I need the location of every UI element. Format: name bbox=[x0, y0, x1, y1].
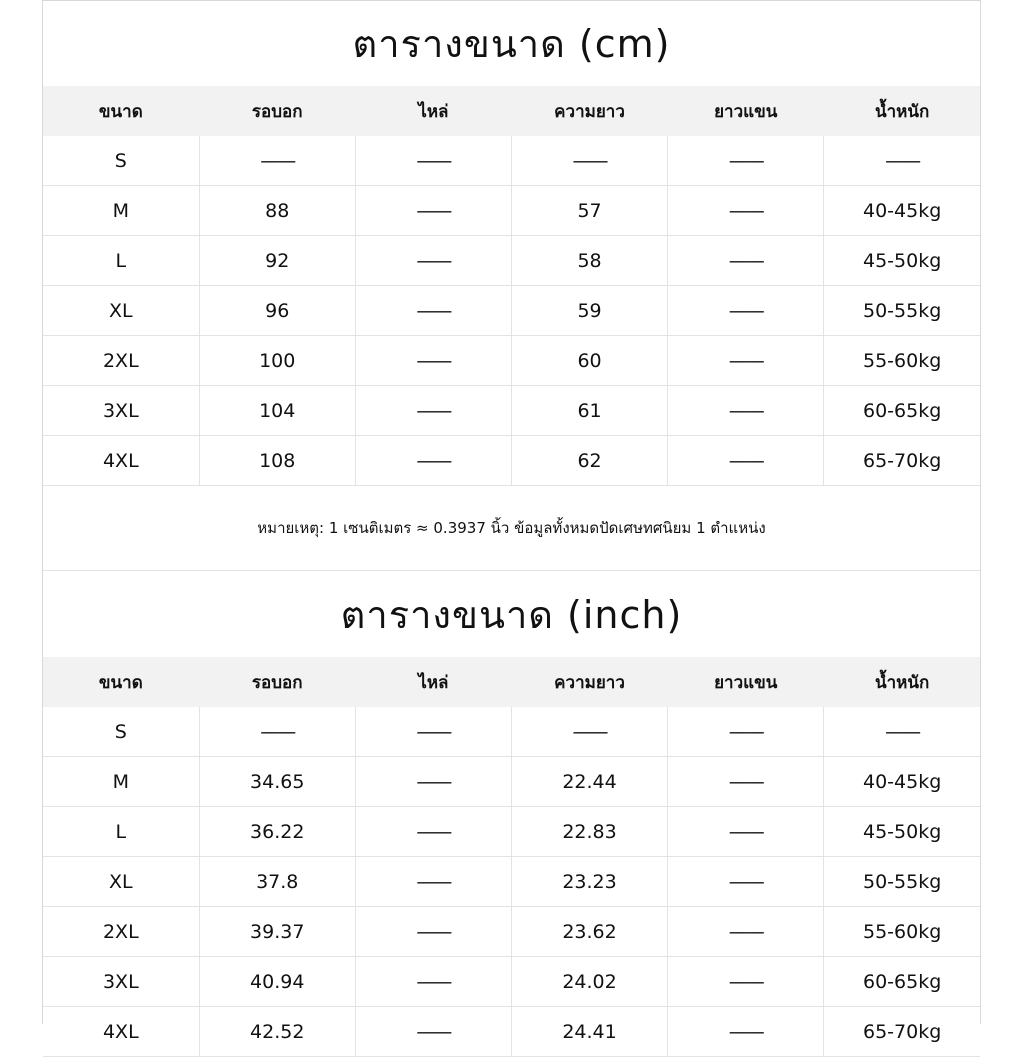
empty-dash: —— bbox=[416, 399, 451, 422]
empty-dash: —— bbox=[728, 920, 763, 943]
inch-table-title: ตารางขนาด (inch) bbox=[340, 592, 683, 637]
table-row bbox=[43, 757, 980, 807]
cell-value: M bbox=[112, 199, 130, 222]
inch-size-table bbox=[43, 657, 980, 1057]
cell-value: 39.37 bbox=[250, 920, 305, 943]
table-cell bbox=[355, 907, 511, 957]
table-cell bbox=[355, 957, 511, 1007]
table-row bbox=[43, 186, 980, 236]
empty-dash: —— bbox=[572, 720, 607, 743]
empty-dash: —— bbox=[728, 870, 763, 893]
table-cell bbox=[824, 757, 980, 807]
table-cell bbox=[511, 236, 667, 286]
cell-value: 42.52 bbox=[250, 1020, 305, 1043]
table-cell bbox=[668, 236, 824, 286]
table-cell bbox=[199, 857, 355, 907]
table-row bbox=[43, 386, 980, 436]
empty-dash: —— bbox=[728, 399, 763, 422]
table-cell bbox=[355, 136, 511, 186]
empty-dash: —— bbox=[416, 1020, 451, 1043]
header-length: ความยาว bbox=[511, 657, 667, 707]
empty-dash: —— bbox=[728, 1020, 763, 1043]
cell-value: 45-50kg bbox=[863, 249, 942, 272]
empty-dash: —— bbox=[728, 249, 763, 272]
table-cell bbox=[43, 336, 199, 386]
table-cell bbox=[668, 807, 824, 857]
table-cell bbox=[511, 186, 667, 236]
table-cell bbox=[43, 186, 199, 236]
empty-dash: —— bbox=[416, 870, 451, 893]
header-length: ความยาว bbox=[511, 86, 667, 136]
table-cell bbox=[43, 286, 199, 336]
table-cell bbox=[824, 957, 980, 1007]
cell-value: 23.62 bbox=[562, 920, 617, 943]
table-cell bbox=[199, 236, 355, 286]
cell-value: 34.65 bbox=[250, 770, 305, 793]
cell-value: XL bbox=[109, 870, 133, 893]
table-cell bbox=[668, 957, 824, 1007]
table-cell bbox=[668, 757, 824, 807]
table-cell bbox=[668, 386, 824, 436]
cell-value: XL bbox=[109, 299, 133, 322]
cell-value: 55-60kg bbox=[863, 920, 942, 943]
table-cell bbox=[824, 286, 980, 336]
empty-dash: —— bbox=[416, 349, 451, 372]
table-cell bbox=[199, 336, 355, 386]
table-cell bbox=[511, 857, 667, 907]
table-cell bbox=[355, 386, 511, 436]
cell-value: S bbox=[114, 149, 127, 172]
cell-value: 59 bbox=[577, 299, 602, 322]
header-weight: น้ำหนัก bbox=[824, 657, 980, 707]
table-cell bbox=[824, 236, 980, 286]
empty-dash: —— bbox=[416, 149, 451, 172]
inch-header-row bbox=[43, 657, 980, 707]
header-chest: รอบอก bbox=[199, 657, 355, 707]
empty-dash: —— bbox=[416, 820, 451, 843]
table-cell bbox=[355, 336, 511, 386]
table-cell bbox=[199, 436, 355, 486]
empty-dash: —— bbox=[728, 149, 763, 172]
cell-value: 24.41 bbox=[562, 1020, 617, 1043]
table-cell bbox=[824, 807, 980, 857]
cell-value: 3XL bbox=[102, 970, 139, 993]
table-cell bbox=[199, 136, 355, 186]
cell-value: 50-55kg bbox=[863, 299, 942, 322]
cm-header-row bbox=[43, 86, 980, 136]
empty-dash: —— bbox=[260, 720, 295, 743]
table-cell bbox=[43, 807, 199, 857]
table-cell bbox=[824, 1007, 980, 1057]
table-cell bbox=[199, 907, 355, 957]
table-cell bbox=[824, 136, 980, 186]
empty-dash: —— bbox=[885, 149, 920, 172]
table-cell bbox=[43, 1007, 199, 1057]
cell-value: 22.44 bbox=[562, 770, 617, 793]
table-cell bbox=[199, 1007, 355, 1057]
empty-dash: —— bbox=[416, 299, 451, 322]
table-cell bbox=[824, 436, 980, 486]
table-cell bbox=[824, 907, 980, 957]
cm-table-body bbox=[43, 136, 980, 486]
cell-value: 36.22 bbox=[250, 820, 305, 843]
empty-dash: —— bbox=[728, 770, 763, 793]
table-cell bbox=[355, 286, 511, 336]
cm-table-title: ตารางขนาด (cm) bbox=[352, 21, 671, 66]
table-cell bbox=[43, 707, 199, 757]
header-sleeve: ยาวแขน bbox=[668, 657, 824, 707]
cell-value: 57 bbox=[577, 199, 602, 222]
table-cell bbox=[511, 286, 667, 336]
cell-value: 100 bbox=[259, 349, 296, 372]
cell-value: 58 bbox=[577, 249, 602, 272]
table-cell bbox=[511, 1007, 667, 1057]
cell-value: 3XL bbox=[102, 399, 139, 422]
table-cell bbox=[668, 1007, 824, 1057]
inch-table-body bbox=[43, 707, 980, 1057]
table-cell bbox=[511, 957, 667, 1007]
table-cell bbox=[355, 236, 511, 286]
conversion-note: หมายเหตุ: 1 เซนติเมตร ≈ 0.3937 นิ้ว ข้อมูลทั้งหมดปัดเศษทศนิยม 1 ตำแหน่ง bbox=[43, 486, 980, 571]
table-cell bbox=[199, 286, 355, 336]
empty-dash: —— bbox=[416, 920, 451, 943]
table-row bbox=[43, 957, 980, 1007]
table-cell bbox=[355, 707, 511, 757]
cell-value: 40.94 bbox=[250, 970, 305, 993]
table-cell bbox=[355, 857, 511, 907]
table-cell bbox=[668, 707, 824, 757]
table-row bbox=[43, 1007, 980, 1057]
table-cell bbox=[824, 857, 980, 907]
empty-dash: —— bbox=[416, 720, 451, 743]
cell-value: 65-70kg bbox=[863, 1020, 942, 1043]
table-cell bbox=[199, 186, 355, 236]
table-cell bbox=[511, 336, 667, 386]
table-row bbox=[43, 707, 980, 757]
table-cell bbox=[43, 136, 199, 186]
table-cell bbox=[824, 336, 980, 386]
cell-value: 2XL bbox=[102, 920, 139, 943]
empty-dash: —— bbox=[416, 249, 451, 272]
table-cell bbox=[43, 907, 199, 957]
header-shoulder: ไหล่ bbox=[355, 657, 511, 707]
cell-value: 40-45kg bbox=[863, 770, 942, 793]
table-cell bbox=[824, 707, 980, 757]
table-row bbox=[43, 907, 980, 957]
table-row bbox=[43, 807, 980, 857]
table-cell bbox=[511, 136, 667, 186]
table-cell bbox=[355, 757, 511, 807]
table-cell bbox=[668, 857, 824, 907]
table-cell bbox=[511, 386, 667, 436]
empty-dash: —— bbox=[728, 970, 763, 993]
table-cell bbox=[511, 436, 667, 486]
header-shoulder: ไหล่ bbox=[355, 86, 511, 136]
table-cell bbox=[511, 807, 667, 857]
table-cell bbox=[355, 1007, 511, 1057]
table-row bbox=[43, 436, 980, 486]
table-cell bbox=[355, 436, 511, 486]
table-cell bbox=[511, 907, 667, 957]
top-border bbox=[43, 0, 980, 1]
cell-value: 108 bbox=[259, 449, 296, 472]
table-cell bbox=[668, 136, 824, 186]
table-cell bbox=[668, 186, 824, 236]
empty-dash: —— bbox=[416, 770, 451, 793]
table-cell bbox=[199, 957, 355, 1007]
table-cell bbox=[43, 957, 199, 1007]
cell-value: 60-65kg bbox=[863, 399, 942, 422]
empty-dash: —— bbox=[572, 149, 607, 172]
cell-value: M bbox=[112, 770, 130, 793]
table-cell bbox=[824, 386, 980, 436]
table-cell bbox=[511, 757, 667, 807]
empty-dash: —— bbox=[416, 199, 451, 222]
table-cell bbox=[668, 286, 824, 336]
cell-value: 40-45kg bbox=[863, 199, 942, 222]
cell-value: 4XL bbox=[102, 1020, 139, 1043]
table-cell bbox=[668, 336, 824, 386]
cell-value: 88 bbox=[265, 199, 290, 222]
table-cell bbox=[43, 757, 199, 807]
table-cell bbox=[43, 236, 199, 286]
table-row bbox=[43, 336, 980, 386]
cell-value: L bbox=[115, 249, 127, 272]
table-cell bbox=[668, 907, 824, 957]
cm-size-table bbox=[43, 86, 980, 486]
size-chart-sheet bbox=[42, 0, 981, 1043]
empty-dash: —— bbox=[728, 449, 763, 472]
header-weight: น้ำหนัก bbox=[824, 86, 980, 136]
empty-dash: —— bbox=[728, 299, 763, 322]
empty-dash: —— bbox=[728, 199, 763, 222]
empty-dash: —— bbox=[260, 149, 295, 172]
table-cell bbox=[355, 186, 511, 236]
header-size: ขนาด bbox=[43, 86, 199, 136]
cell-value: 45-50kg bbox=[863, 820, 942, 843]
table-cell bbox=[199, 757, 355, 807]
cell-value: 65-70kg bbox=[863, 449, 942, 472]
empty-dash: —— bbox=[416, 970, 451, 993]
cell-value: 92 bbox=[265, 249, 290, 272]
table-cell bbox=[43, 436, 199, 486]
empty-dash: —— bbox=[885, 720, 920, 743]
header-chest: รอบอก bbox=[199, 86, 355, 136]
table-cell bbox=[355, 807, 511, 857]
table-cell bbox=[511, 707, 667, 757]
table-cell bbox=[668, 436, 824, 486]
empty-dash: —— bbox=[728, 820, 763, 843]
table-cell bbox=[43, 857, 199, 907]
cell-value: 37.8 bbox=[256, 870, 299, 893]
table-cell bbox=[199, 707, 355, 757]
cell-value: 60-65kg bbox=[863, 970, 942, 993]
cell-value: 2XL bbox=[102, 349, 139, 372]
cell-value: L bbox=[115, 820, 127, 843]
cell-value: 55-60kg bbox=[863, 349, 942, 372]
table-row bbox=[43, 236, 980, 286]
header-size: ขนาด bbox=[43, 657, 199, 707]
cell-value: 96 bbox=[265, 299, 290, 322]
cell-value: 4XL bbox=[102, 449, 139, 472]
empty-dash: —— bbox=[728, 349, 763, 372]
cell-value: 61 bbox=[577, 399, 602, 422]
cell-value: 50-55kg bbox=[863, 870, 942, 893]
table-row bbox=[43, 286, 980, 336]
cell-value: 24.02 bbox=[562, 970, 617, 993]
cell-value: 23.23 bbox=[562, 870, 617, 893]
cell-value: 60 bbox=[577, 349, 602, 372]
empty-dash: —— bbox=[416, 449, 451, 472]
table-cell bbox=[199, 386, 355, 436]
cell-value: S bbox=[114, 720, 127, 743]
cell-value: 104 bbox=[259, 399, 296, 422]
cell-value: 62 bbox=[577, 449, 602, 472]
table-row bbox=[43, 136, 980, 186]
empty-dash: —— bbox=[728, 720, 763, 743]
table-cell bbox=[43, 386, 199, 436]
cell-value: 22.83 bbox=[562, 820, 617, 843]
table-cell bbox=[824, 186, 980, 236]
table-row bbox=[43, 857, 980, 907]
table-cell bbox=[199, 807, 355, 857]
header-sleeve: ยาวแขน bbox=[668, 86, 824, 136]
